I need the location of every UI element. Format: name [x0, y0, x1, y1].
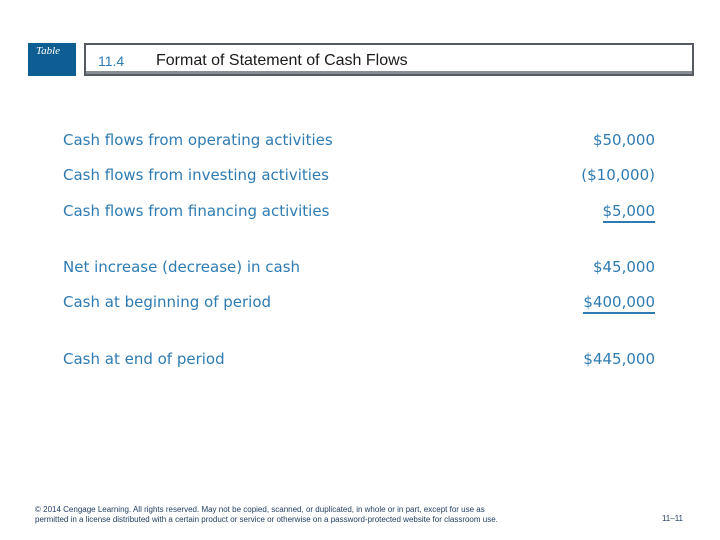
- statement-row-net-increase: [63, 258, 655, 282]
- statement-row-ending-cash: [63, 350, 655, 374]
- table-title-bar: [84, 43, 694, 76]
- table-number: 11.4: [98, 53, 125, 69]
- row-label: Cash at beginning of period: [63, 293, 272, 311]
- copyright-line-1: © 2014 Cengage Learning. All rights reserved. May not be copied, scanned, or duplicated, in whole or in part, except for use as: [35, 505, 485, 514]
- row-amount: $400,000: [583, 293, 655, 314]
- row-label: Cash at end of period: [63, 350, 225, 368]
- slide-number: 11–11: [661, 514, 683, 523]
- row-label: Net increase (decrease) in cash: [63, 258, 301, 276]
- copyright-notice: [35, 505, 555, 525]
- row-label: Cash flows from investing activities: [63, 166, 329, 184]
- statement-row-beginning-cash: [63, 293, 655, 317]
- statement-row-operating: [63, 131, 655, 155]
- row-label: Cash flows from operating activities: [63, 131, 333, 149]
- row-amount: $5,000: [603, 202, 656, 223]
- table-tag: [28, 43, 76, 76]
- row-amount: ($10,000): [581, 166, 655, 184]
- table-title: Format of Statement of Cash Flows: [156, 52, 408, 69]
- statement-row-financing: [63, 202, 655, 226]
- row-amount: $445,000: [583, 350, 655, 368]
- row-amount: $45,000: [592, 258, 655, 276]
- table-tag-label: Table: [36, 45, 61, 57]
- copyright-line-2: permitted in a license distributed with a certain product or service or otherwise on a password-protected website for classroom use.: [35, 515, 498, 524]
- statement-row-investing: [63, 166, 655, 190]
- row-amount: $50,000: [592, 131, 655, 149]
- row-label: Cash flows from financing activities: [63, 202, 330, 220]
